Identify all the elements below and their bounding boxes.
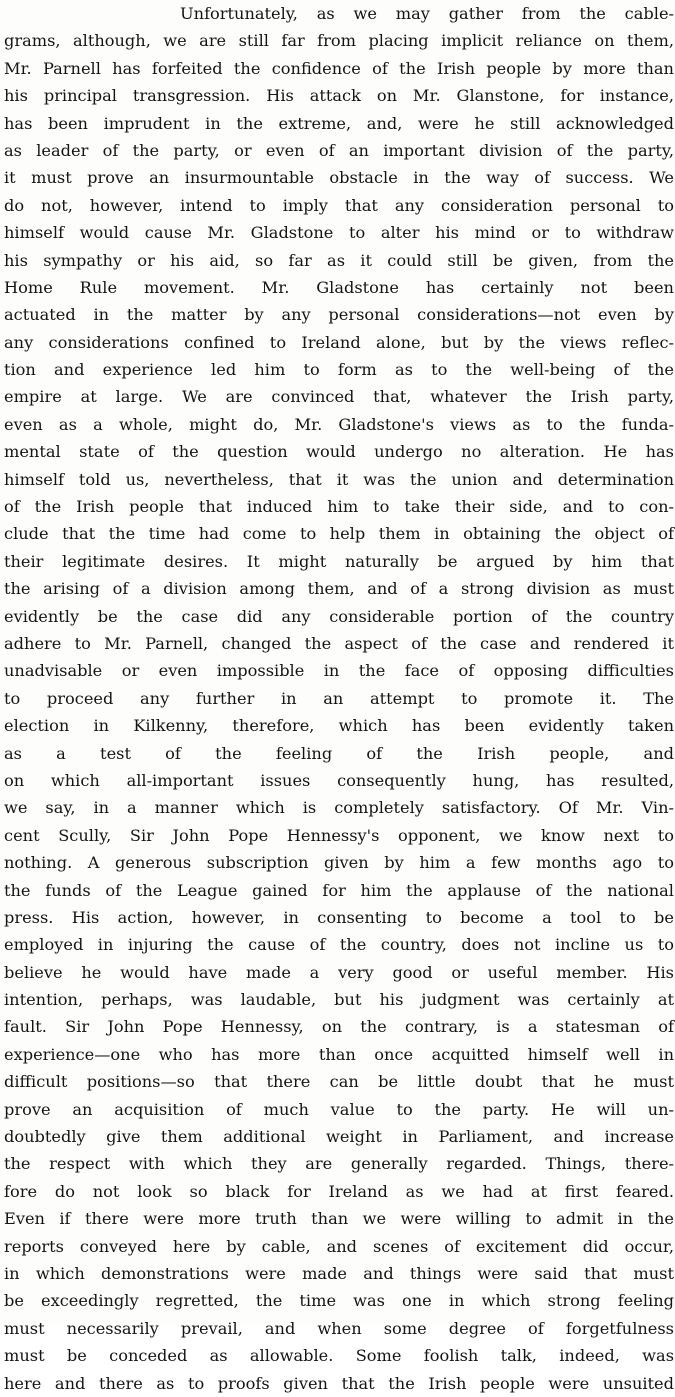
article-line: his principal transgression. His attack on Mr. Glanstone, for instance,	[4, 86, 674, 106]
article-line: difficult positions—so that there can be little doubt that he must	[4, 1072, 674, 1092]
article-line: nothing. A generous subscription given by him a few months ago to	[4, 853, 674, 873]
article-line: their legitimate desires. It might naturally be argued by him that	[4, 551, 674, 571]
article-line: cent Scully, Sir John Pope Hennessy's opponent, we know next to	[4, 825, 674, 845]
article-line: of the Irish people that induced him to take their side, and to con-	[4, 497, 674, 517]
article-line: reports conveyed here by cable, and scenes of excitement did occur,	[4, 1236, 674, 1256]
article-line: Mr. Parnell has forfeited the confidence of the Irish people by more than	[4, 58, 674, 78]
article-line: be exceedingly regretted, the time was one in which strong feeling	[4, 1291, 674, 1311]
article-line: grams, although, we are still far from placing implicit reliance on them,	[4, 31, 674, 51]
article-line: Unfortunately, as we may gather from the cable-	[180, 4, 674, 23]
article-line: must be conceded as allowable. Some foolish talk, indeed, was	[4, 1346, 674, 1366]
article-line: evidently be the case did any considerable portion of the country	[4, 606, 674, 626]
article-line: the arising of a division among them, and of a strong division as must	[4, 579, 674, 599]
article-line: we say, in a manner which is completely satisfactory. Of Mr. Vin-	[4, 798, 674, 818]
article-line: Home Rule movement. Mr. Gladstone has certainly not been	[4, 277, 674, 297]
article-line: election in Kilkenny, therefore, which has been evidently taken	[4, 716, 674, 736]
article-column	[4, 0, 675, 1397]
article-line: it must prove an insurmountable obstacle in the way of success. We	[4, 168, 674, 188]
article-line: unadvisable or even impossible in the face of opposing difficulties	[4, 661, 674, 681]
article-line: believe he would have made a very good or useful member. His	[4, 962, 674, 982]
article-line: in which demonstrations were made and things were said that must	[4, 1263, 674, 1283]
article-line: fore do not look so black for Ireland as we had at first feared.	[4, 1181, 674, 1201]
article-line: the funds of the League gained for him the applause of the national	[4, 880, 674, 900]
article-line: himself told us, nevertheless, that it was the union and determination	[4, 469, 674, 489]
article-line: mental state of the question would undergo no alteration. He has	[4, 442, 674, 462]
article-line: experience—one who has more than once acquitted himself well in	[4, 1044, 674, 1064]
article-line: do not, however, intend to imply that any consideration personal to	[4, 195, 674, 215]
article-line: to proceed any further in an attempt to promote it. The	[4, 688, 674, 708]
article-line: clude that the time had come to help them in obtaining the object of	[4, 524, 674, 544]
article-line: the respect with which they are generally regarded. Things, there-	[4, 1154, 674, 1174]
article-line: press. His action, however, in consenting to become a tool to be	[4, 907, 674, 927]
article-line: must necessarily prevail, and when some degree of forgetfulness	[4, 1318, 674, 1338]
article-line: has been imprudent in the extreme, and, were he still acknowledged	[4, 113, 674, 133]
article-line: adhere to Mr. Parnell, changed the aspect of the case and rendered it	[4, 633, 674, 653]
article-line: Even if there were more truth than we were willing to admit in the	[4, 1209, 674, 1229]
article-line: as leader of the party, or even of an important division of the party,	[4, 140, 674, 160]
article-line: prove an acquisition of much value to the party. He will un-	[4, 1099, 674, 1119]
article-line: empire at large. We are convinced that, whatever the Irish party,	[4, 387, 674, 407]
article-line: intention, perhaps, was laudable, but his judgment was certainly at	[4, 990, 674, 1010]
article-line: doubtedly give them additional weight in Parliament, and increase	[4, 1127, 674, 1147]
article-line: even as a whole, might do, Mr. Gladstone's views as to the funda-	[4, 414, 674, 434]
article-line: fault. Sir John Pope Hennessy, on the contrary, is a statesman of	[4, 1017, 674, 1037]
article-line: his sympathy or his aid, so far as it could still be given, from the	[4, 250, 674, 270]
article-line: employed in injuring the cause of the country, does not incline us to	[4, 935, 674, 955]
article-line: tion and experience led him to form as to the well-being of the	[4, 360, 674, 380]
article-line: himself would cause Mr. Gladstone to alter his mind or to withdraw	[4, 223, 674, 243]
article-line: as a test of the feeling of the Irish people, and	[4, 743, 674, 763]
article-line: here and there as to proofs given that the Irish people were unsuited	[4, 1373, 674, 1393]
article-line: actuated in the matter by any personal considerations—not even by	[4, 305, 674, 325]
article-line: on which all-important issues consequently hung, has resulted,	[4, 770, 674, 790]
article-line: any considerations confined to Ireland alone, but by the views reflec-	[4, 332, 674, 352]
